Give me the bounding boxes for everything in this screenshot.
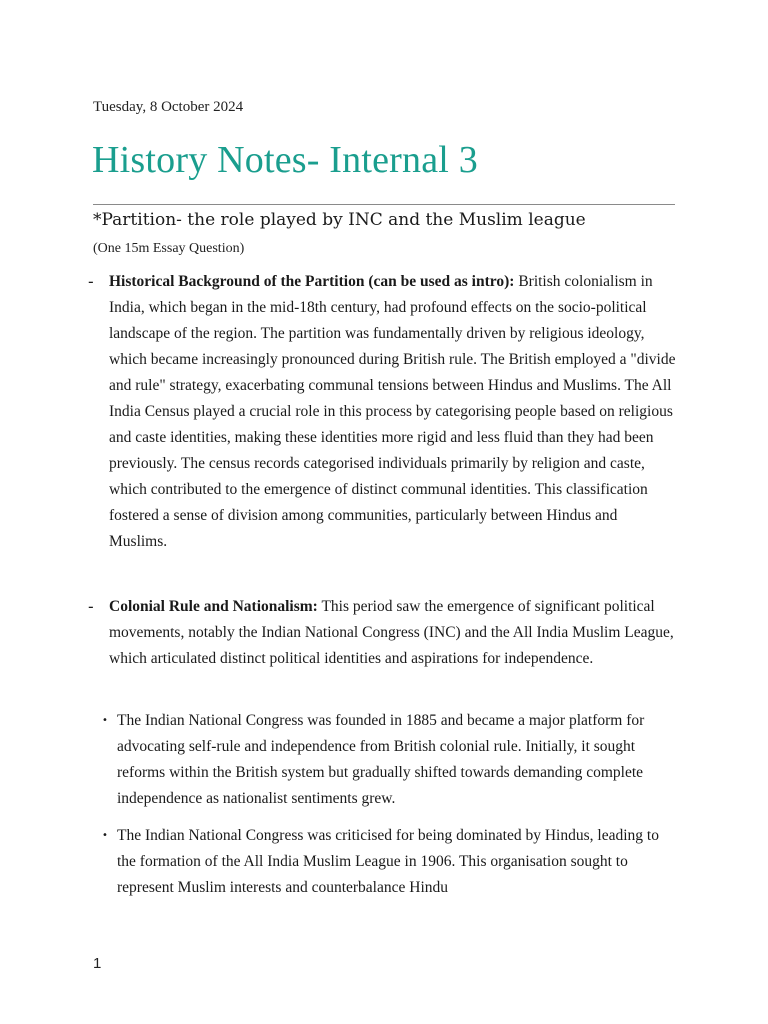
dash-marker: -: [88, 272, 94, 291]
page-number: 1: [93, 955, 102, 972]
section-body: This period saw the emergence of significant political movements, notably the Indian National Congress (INC) and the All India Muslim League, which articulated distinct political identities and aspirations for independence.: [109, 598, 674, 667]
section-body: British colonialism in India, which began in the mid-18th century, had profound effects on the socio-political landscape of the region. The partition was fundamentally driven by religious ideology, which became increasingly pronounced during British rule. The British employed a "divide and rule" strategy, exacerbating communal tensions between Hindus and Muslims. The All India Census played a crucial role in this process by categorising people based on religious and caste identities, making these identities more rigid and less fluid than they had been previously. The census records categorised individuals primarily by religion and caste, which contributed to the emergence of distinct communal identities. This classification fostered a sense of division among communities, particularly between Hindus and Muslims.: [109, 273, 676, 550]
topic-heading: *Partition- the role played by INC and the Muslim league: [93, 210, 586, 230]
dash-marker: -: [88, 597, 94, 616]
document-date: Tuesday, 8 October 2024: [93, 99, 244, 115]
section-heading: Colonial Rule and Nationalism:: [109, 598, 318, 615]
title-divider: [93, 204, 675, 205]
bullet-item-muslim-league: [102, 823, 678, 901]
question-note: (One 15m Essay Question): [93, 241, 245, 256]
page-title: History Notes- Internal 3: [92, 139, 478, 181]
section-historical-background: [88, 269, 678, 555]
bullet-text: The Indian National Congress was criticised for being dominated by Hindus, leading to the formation of the All India Muslim League in 1906. This organisation sought to represent Muslim interests and counterbalance Hindu: [117, 827, 659, 896]
bullet-item-inc-founding: [102, 708, 678, 812]
bullet-marker: •: [102, 830, 108, 841]
section-colonial-rule: [88, 594, 678, 672]
bullet-marker: •: [102, 715, 108, 726]
section-paragraph: [109, 594, 678, 672]
section-paragraph: [109, 269, 678, 555]
bullet-text: The Indian National Congress was founded in 1885 and became a major platform for advocating self-rule and independence from British colonial rule. Initially, it sought reforms within the British system but gradually shifted towards demanding complete independence as nationalist sentiments grew.: [117, 712, 645, 807]
section-heading: Historical Background of the Partition (can be used as intro):: [109, 273, 515, 290]
